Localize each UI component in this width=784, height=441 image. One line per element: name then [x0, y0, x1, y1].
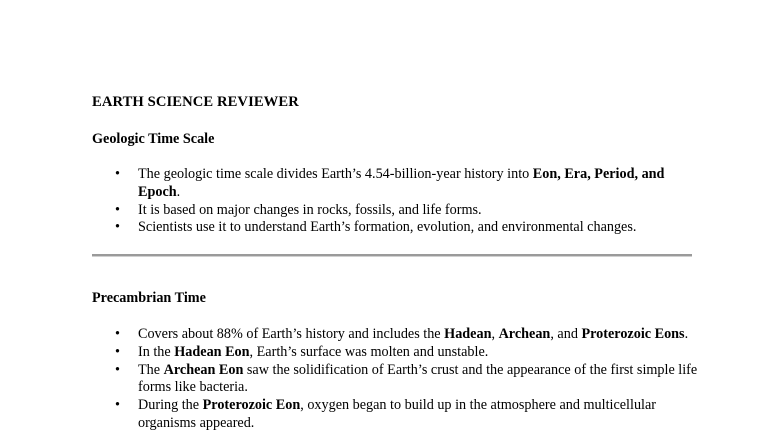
section-heading-precambrian-time: Precambrian Time [92, 290, 206, 306]
bullet-bold-text: Archean Eon [163, 361, 244, 378]
bullet-list-precambrian-time [92, 326, 702, 433]
list-item [92, 166, 702, 202]
list-item [92, 397, 702, 433]
bullet-text: , oxygen began to build up in the atmosphere and multicellular organisms appeared. [138, 397, 657, 431]
bullet-list-geologic-time-scale [92, 166, 702, 237]
bullet-text: , Earth’s surface was molten and unstable. [249, 343, 489, 360]
bullet-text: . [684, 326, 689, 342]
bullet-text: Scientists use it to understand Earth’s formation, evolution, and environmental changes. [138, 219, 637, 236]
document-title: EARTH SCIENCE REVIEWER [92, 94, 299, 110]
section-heading-geologic-time-scale: Geologic Time Scale [92, 131, 215, 147]
list-item [92, 326, 702, 344]
list-item [92, 362, 702, 398]
bullet-bold-text: Proterozoic Eons [581, 326, 685, 342]
list-item [92, 344, 702, 362]
bullet-bold-text: Hadean Eon [174, 343, 250, 360]
bullet-bold-text: Eon, Era, Period, and Epoch [138, 166, 665, 200]
bullet-bold-text: Proterozoic Eon [202, 397, 301, 414]
bullet-bold-text: Hadean [444, 326, 492, 342]
horizontal-divider [92, 254, 692, 257]
bullet-text: , [491, 326, 499, 342]
bullet-text: It is based on major changes in rocks, fossils, and life forms. [138, 201, 482, 218]
bullet-text: During the [138, 397, 203, 414]
bullet-text: saw the solidification of Earth’s crust and the appearance of the first simple life forms like bacteria. [138, 361, 698, 396]
bullet-text: The [138, 361, 164, 378]
bullet-text: , and [550, 326, 582, 342]
bullet-text: . [176, 183, 181, 200]
list-item [92, 202, 702, 220]
bullet-text: In the [138, 343, 175, 360]
bullet-bold-text: Archean [498, 326, 551, 342]
bullet-text: The geologic time scale divides Earth’s 4.54-billion-year history into [138, 166, 533, 182]
list-item [92, 219, 702, 237]
bullet-text: Covers about 88% of Earth’s history and includes the [138, 326, 445, 342]
